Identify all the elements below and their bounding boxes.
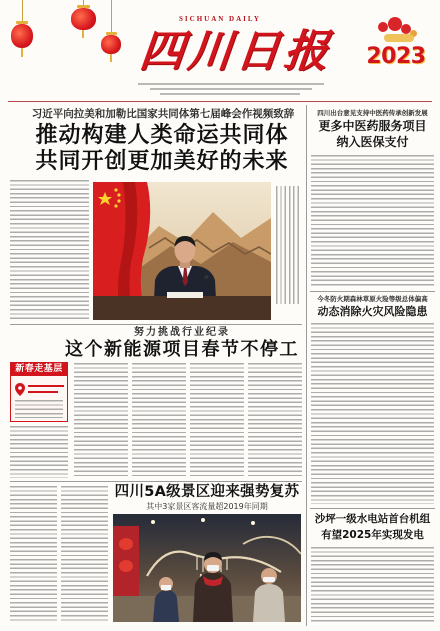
section-divider <box>10 324 302 325</box>
face-mask <box>263 577 275 582</box>
lantern-tassel <box>21 48 23 57</box>
section-divider <box>10 481 302 482</box>
right-top-kicker: 四川出台意见支持中医药传承创新发展 <box>317 109 428 117</box>
masthead-fine-print <box>160 93 300 95</box>
lantern-icon <box>119 538 133 550</box>
microphone-head <box>205 275 209 279</box>
lantern-icon <box>11 24 33 48</box>
column-box-location-text <box>28 385 64 387</box>
bottom-body-text <box>10 486 57 623</box>
center-body-text <box>74 363 128 478</box>
right-bottom-headline-line-2: 有望2025年实现发电 <box>321 529 424 541</box>
lantern-icon <box>71 8 96 30</box>
ceiling-light <box>201 518 205 522</box>
lead-photo <box>93 182 271 320</box>
bottom-body-text <box>61 486 108 623</box>
lantern-tassel <box>82 30 84 38</box>
column-box <box>10 362 68 422</box>
lantern-tassel <box>110 54 112 62</box>
lantern-icon <box>101 35 121 54</box>
lantern-string <box>111 0 112 33</box>
ceiling-light <box>151 520 155 524</box>
flag-star <box>114 204 117 207</box>
right-middle-body-text <box>311 323 434 504</box>
center-body-text <box>132 363 186 478</box>
lead-kicker: 习近平向拉美和加勒比国家共同体第七届峰会作视频致辞 <box>31 108 295 120</box>
center-headline: 这个新能源项目春节不停工 <box>65 339 299 360</box>
center-body-text <box>190 363 244 478</box>
right-middle-headline: 动态消除火灾风险隐患 <box>317 305 428 318</box>
center-body-text <box>248 363 302 478</box>
lantern-icon <box>119 560 133 572</box>
right-top-headline-line-1: 更多中医药服务项目 <box>318 119 427 133</box>
scenic-area-photo-image <box>113 514 301 622</box>
right-bottom-headline-line-1: 沙坪一级水电站首台机组 <box>314 513 431 525</box>
lead-photo-caption <box>276 186 302 304</box>
section-divider <box>310 508 435 509</box>
masthead-fine-print <box>138 83 324 85</box>
right-bottom-body-text <box>311 547 434 624</box>
year-badge: 2023 <box>366 44 426 69</box>
masthead <box>0 0 440 100</box>
right-middle-kicker: 今冬防火期森林草原火险等级总体偏高 <box>317 295 428 303</box>
center-body-text <box>10 426 68 478</box>
flag-star <box>114 188 117 191</box>
masthead-fine-print <box>150 88 312 90</box>
bottom-subhead: 其中3家景区客流量超2019年同期 <box>146 502 268 511</box>
column-box-label: 新春走基层 <box>11 363 67 376</box>
lead-photo-image <box>93 182 271 320</box>
ceiling-light <box>251 521 255 525</box>
section-divider <box>310 291 435 292</box>
desk-papers <box>167 292 203 298</box>
column-divider <box>306 105 307 626</box>
festive-decoration-icon <box>378 22 388 32</box>
face-mask <box>207 565 219 571</box>
lead-headline-line-1: 推动构建人类命运共同体 <box>35 123 289 148</box>
masthead-english-name: SICHUAN DAILY <box>179 15 261 23</box>
lantern-string <box>22 0 23 22</box>
bottom-headline: 四川5A级景区迎来强势复苏 <box>114 484 300 500</box>
center-kicker: 努力挑战行业纪录 <box>134 327 230 338</box>
lead-body-text <box>10 180 89 320</box>
right-top-body-text <box>311 155 434 287</box>
masthead-title: 四川日报 <box>137 26 335 77</box>
flag-star <box>117 193 120 196</box>
column-box-text <box>15 400 63 418</box>
festive-decoration-icon <box>384 34 414 42</box>
column-box-location-text <box>28 391 58 393</box>
location-pin-icon <box>15 383 25 396</box>
lead-headline-line-2: 共同开创更加美好的未来 <box>35 149 289 174</box>
flag-star <box>117 199 120 202</box>
scenic-area-photo <box>113 514 301 622</box>
masthead-divider <box>8 101 432 102</box>
festive-decoration-icon <box>388 17 402 31</box>
visitor-woman <box>193 572 233 622</box>
desk <box>93 296 271 320</box>
right-top-headline-line-2: 纳入医保支付 <box>336 135 409 149</box>
visitor-man <box>253 584 285 622</box>
face-mask <box>161 585 171 590</box>
